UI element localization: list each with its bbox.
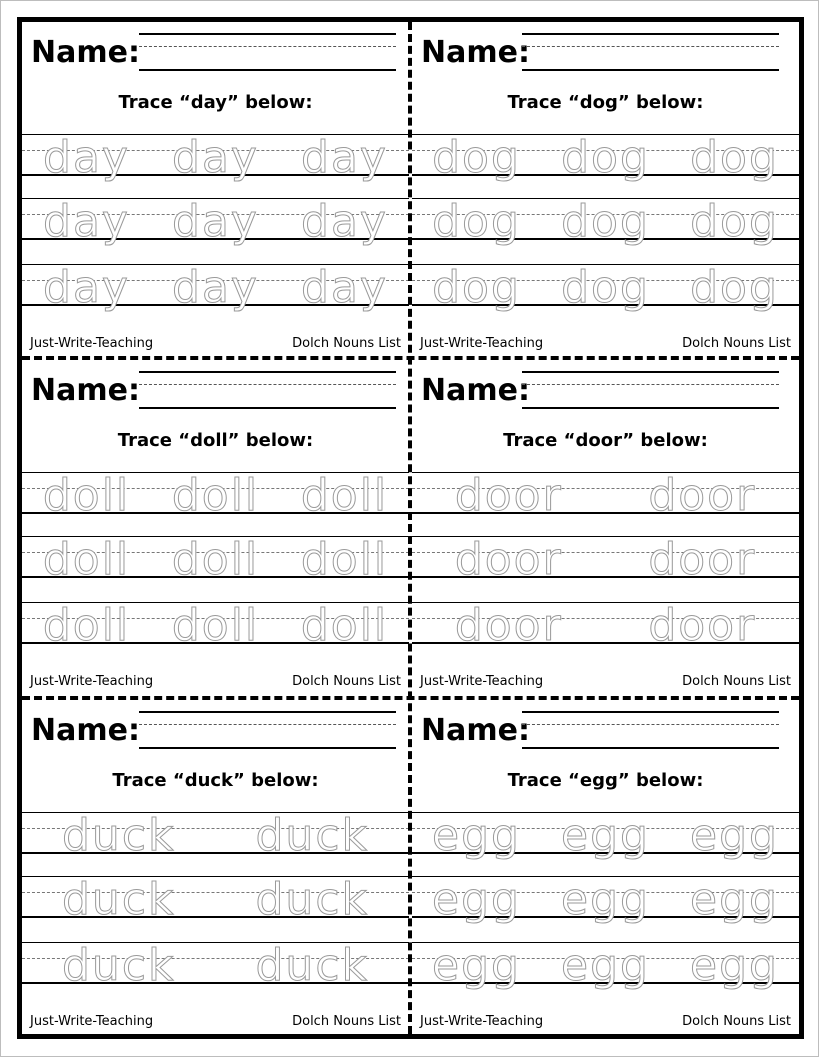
name-line[interactable] (522, 69, 779, 71)
trace-word[interactable]: duck (255, 940, 369, 991)
trace-word[interactable]: duck (62, 874, 176, 925)
trace-word[interactable]: day (172, 196, 259, 247)
trace-word[interactable]: doll (171, 534, 260, 585)
trace-word[interactable]: duck (62, 810, 176, 861)
trace-card-dog (412, 22, 799, 359)
name-guide-dotted (139, 46, 396, 47)
trace-title: Trace “day” below: (118, 92, 313, 113)
trace-row[interactable] (412, 534, 799, 585)
trace-word[interactable]: egg (690, 940, 779, 991)
trace-row[interactable] (412, 470, 799, 521)
trace-word[interactable]: egg (561, 810, 650, 861)
name-label: Name: (31, 373, 140, 408)
trace-word[interactable]: day (43, 196, 130, 247)
trace-title: Trace “egg” below: (507, 770, 704, 791)
trace-word[interactable]: egg (432, 810, 521, 861)
trace-title: Trace “door” below: (503, 430, 708, 451)
trace-row[interactable] (412, 600, 799, 651)
trace-row[interactable] (412, 262, 799, 313)
trace-word[interactable]: doll (300, 600, 389, 651)
trace-word[interactable]: door (648, 470, 757, 521)
trace-word[interactable]: doll (300, 470, 389, 521)
trace-word[interactable]: doll (171, 600, 260, 651)
horizontal-cut-line (22, 356, 799, 360)
trace-word[interactable]: duck (62, 940, 176, 991)
trace-word[interactable]: dog (432, 196, 521, 247)
footer-brand: Just-Write-Teaching (420, 674, 544, 689)
trace-row[interactable] (412, 874, 799, 925)
trace-word[interactable]: egg (561, 874, 650, 925)
name-line-top (139, 711, 396, 713)
trace-word[interactable]: door (454, 534, 563, 585)
trace-row[interactable] (412, 196, 799, 247)
name-guide-dotted (522, 46, 779, 47)
trace-row[interactable] (412, 810, 799, 861)
trace-card-day (22, 22, 409, 359)
trace-card-duck (22, 700, 409, 1037)
trace-word[interactable]: dog (561, 132, 650, 183)
name-line[interactable] (522, 747, 779, 749)
trace-card-egg (412, 700, 799, 1037)
name-label: Name: (31, 713, 140, 748)
name-line[interactable] (139, 69, 396, 71)
horizontal-cut-line (22, 696, 799, 700)
footer-brand: Just-Write-Teaching (420, 1014, 544, 1029)
footer-list-name: Dolch Nouns List (682, 1014, 791, 1029)
trace-word[interactable]: egg (690, 810, 779, 861)
name-guide-dotted (522, 724, 779, 725)
trace-word[interactable]: egg (690, 874, 779, 925)
name-guide-dotted (522, 384, 779, 385)
footer-list-name: Dolch Nouns List (682, 674, 791, 689)
trace-word[interactable]: dog (690, 132, 779, 183)
name-guide-dotted (139, 724, 396, 725)
name-label: Name: (421, 713, 530, 748)
trace-title: Trace “dog” below: (507, 92, 704, 113)
trace-row[interactable] (412, 132, 799, 183)
trace-word[interactable]: duck (255, 810, 369, 861)
trace-row[interactable] (22, 940, 409, 991)
trace-word[interactable]: day (301, 132, 388, 183)
trace-word[interactable]: duck (255, 874, 369, 925)
name-line[interactable] (139, 747, 396, 749)
trace-card-doll (22, 360, 409, 697)
trace-row[interactable] (22, 600, 409, 651)
trace-word[interactable]: doll (42, 470, 131, 521)
trace-title: Trace “duck” below: (112, 770, 319, 791)
trace-row[interactable] (22, 262, 409, 313)
trace-word[interactable]: dog (432, 132, 521, 183)
trace-word[interactable]: dog (432, 262, 521, 313)
trace-word[interactable]: doll (171, 470, 260, 521)
footer-list-name: Dolch Nouns List (292, 674, 401, 689)
trace-word[interactable]: door (648, 600, 757, 651)
trace-word[interactable]: egg (561, 940, 650, 991)
name-label: Name: (421, 373, 530, 408)
trace-row[interactable] (22, 132, 409, 183)
name-label: Name: (31, 35, 140, 70)
name-line[interactable] (522, 407, 779, 409)
trace-word[interactable]: doll (300, 534, 389, 585)
name-guide-dotted (139, 384, 396, 385)
trace-word[interactable]: door (454, 470, 563, 521)
footer-brand: Just-Write-Teaching (30, 1014, 154, 1029)
trace-word[interactable]: dog (561, 262, 650, 313)
trace-row[interactable] (22, 534, 409, 585)
name-line[interactable] (139, 407, 396, 409)
trace-word[interactable]: egg (432, 940, 521, 991)
trace-word[interactable]: dog (690, 196, 779, 247)
trace-row[interactable] (22, 810, 409, 861)
name-line-top (139, 371, 396, 373)
footer-list-name: Dolch Nouns List (292, 1014, 401, 1029)
trace-word[interactable]: day (172, 262, 259, 313)
trace-word[interactable]: day (301, 262, 388, 313)
worksheet (17, 17, 804, 1039)
trace-title: Trace “doll” below: (117, 430, 314, 451)
trace-word[interactable]: day (172, 132, 259, 183)
trace-card-door (412, 360, 799, 697)
vertical-cut-line (408, 22, 412, 1034)
footer-brand: Just-Write-Teaching (30, 336, 154, 351)
trace-row[interactable] (22, 470, 409, 521)
trace-row[interactable] (412, 940, 799, 991)
trace-word[interactable]: door (648, 534, 757, 585)
footer-brand: Just-Write-Teaching (30, 674, 154, 689)
name-line-top (522, 33, 779, 35)
trace-word[interactable]: doll (42, 534, 131, 585)
trace-word[interactable]: dog (561, 196, 650, 247)
name-line-top (522, 711, 779, 713)
trace-word[interactable]: day (43, 262, 130, 313)
trace-word[interactable]: egg (432, 874, 521, 925)
trace-row[interactable] (22, 196, 409, 247)
trace-word[interactable]: day (43, 132, 130, 183)
footer-list-name: Dolch Nouns List (682, 336, 791, 351)
name-line-top (522, 371, 779, 373)
name-line-top (139, 33, 396, 35)
trace-word[interactable]: dog (690, 262, 779, 313)
footer-brand: Just-Write-Teaching (420, 336, 544, 351)
trace-row[interactable] (22, 874, 409, 925)
trace-word[interactable]: doll (42, 600, 131, 651)
trace-word[interactable]: day (301, 196, 388, 247)
trace-word[interactable]: door (454, 600, 563, 651)
name-label: Name: (421, 35, 530, 70)
footer-list-name: Dolch Nouns List (292, 336, 401, 351)
